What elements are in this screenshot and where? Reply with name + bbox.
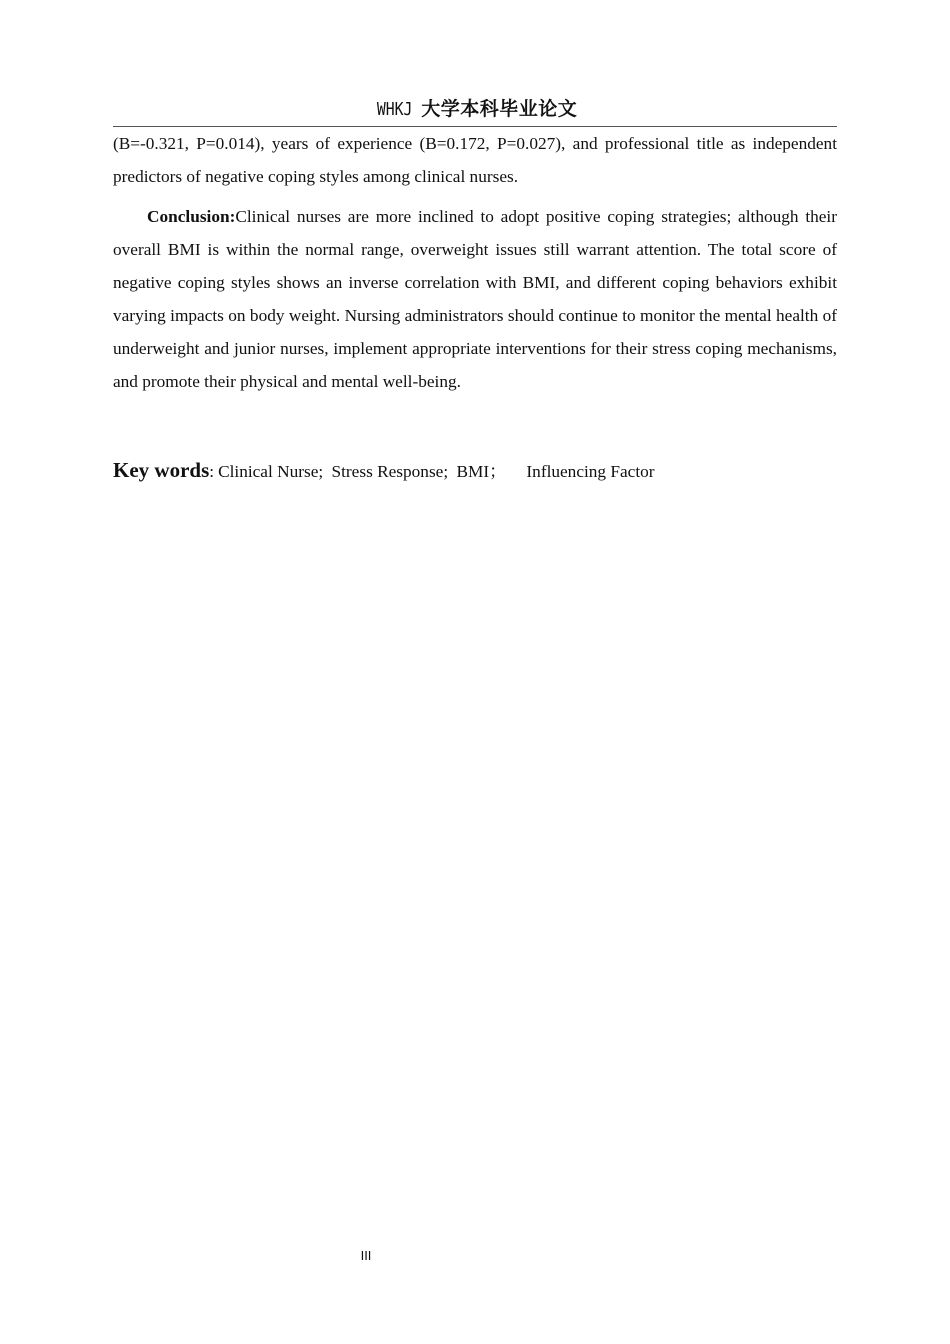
page-header: [113, 96, 837, 127]
header-thesis-title: 大学本科毕业论文: [421, 99, 578, 120]
keyword-item: Influencing Factor: [526, 462, 655, 481]
keyword-item: Clinical Nurse;: [218, 462, 324, 481]
keyword-item: Stress Response;: [331, 462, 449, 481]
conclusion-label: Conclusion:: [147, 207, 236, 226]
abstract-conclusion-paragraph: [113, 200, 837, 398]
page-number: III: [360, 1248, 372, 1263]
keywords-separator: :: [209, 462, 215, 481]
abstract-results-continuation: (B=-0.321, P=0.014), years of experience (B=0.172, P=0.027), and professional title as independent predictors of negative coping styles among clinical nurses.: [113, 134, 837, 186]
conclusion-text: Clinical nurses are more inclined to adopt positive coping strategies; although their overall BMI is within the normal range, overweight issues still warrant attention. The total score of negative coping styles shows an inverse correlation with BMI, and different coping behaviors exhibit varying impacts on body weight. Nursing administrators should continue to monitor the mental health of underweight and junior nurses, implement appropriate interventions for their stress coping mechanisms, and promote their physical and mental well-being.: [113, 207, 837, 391]
keywords-label: Key words: [113, 458, 210, 482]
keyword-item: BMI；: [456, 462, 507, 481]
keywords-line: [113, 453, 837, 489]
header-university-code: WHKJ: [376, 99, 413, 120]
